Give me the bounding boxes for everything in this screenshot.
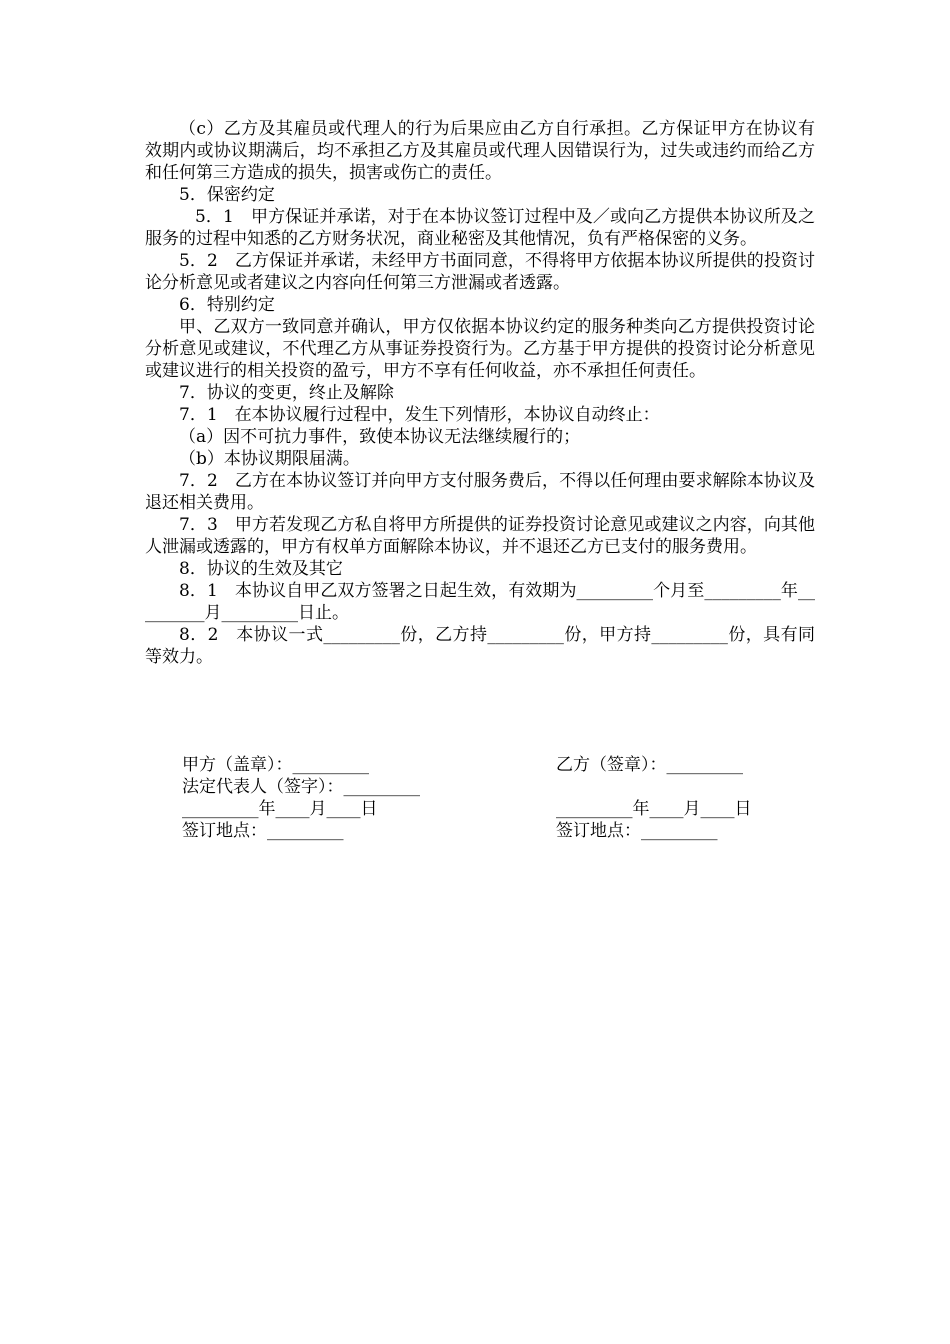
section-5-heading: 5．保密约定 [179, 185, 275, 205]
signature-row-date [145, 798, 815, 820]
signature-block [145, 754, 815, 842]
party-b-seal-field: 乙方（签章）：_________ [556, 755, 743, 775]
clause-7-1-a: （a）因不可抗力事件，致使本协议无法继续履行的； [179, 427, 581, 447]
signature-row-place [145, 820, 815, 842]
clause-7-1-b: （b）本协议期限届满。 [179, 449, 360, 469]
clause-8-1: 8．1 本协议自甲乙双方签署之日起生效，有效期为_________个月至_________年_________月_________日止。 [145, 581, 815, 623]
party-a-seal-field: 甲方（盖章）：_________ [182, 755, 369, 775]
clause-7-3: 7．3 甲方若发现乙方私自将甲方所提供的证券投资讨论意见或建议之内容，向其他人泄漏或透露的，甲方有权单方面解除本协议，并不退还乙方已支付的服务费用。 [145, 515, 815, 557]
party-a-place-field: 签订地点：_________ [182, 821, 344, 841]
clause-5-2: 5．2 乙方保证并承诺，未经甲方书面同意，不得将甲方依据本协议所提供的投资讨论分析意见或者建议之内容向任何第三方泄漏或者透露。 [145, 251, 815, 293]
section-8-heading: 8．协议的生效及其它 [179, 559, 343, 579]
clause-7-1: 7．1 在本协议履行过程中，发生下列情形，本协议自动终止： [179, 405, 660, 425]
party-b-date-field: _________年____月____日 [556, 799, 752, 819]
clause-c-liability: （c）乙方及其雇员或代理人的行为后果应由乙方自行承担。乙方保证甲方在协议有效期内或协议期满后，均不承担乙方及其雇员或代理人因错误行为，过失或违约而给乙方和任何第三方造成的损失，损害或伤亡的责任。 [145, 119, 815, 183]
clause-8-2: 8．2 本协议一式_________份，乙方持_________份，甲方持_________份，具有同等效力。 [145, 625, 815, 667]
agreement-body [145, 118, 815, 841]
clause-6: 甲、乙双方一致同意并确认，甲方仅依据本协议约定的服务种类向乙方提供投资讨论分析意见或建议，不代理乙方从事证券投资行为。乙方基于甲方提供的投资讨论分析意见或建议进行的相关投资的盈亏，甲方不享有任何收益，亦不承担任何责任。 [145, 317, 815, 381]
signature-row-seal [145, 754, 815, 776]
section-7-heading: 7．协议的变更，终止及解除 [179, 383, 394, 403]
party-a-date-field: _________年____月____日 [182, 799, 378, 819]
clause-7-2: 7．2 乙方在本协议签订并向甲方支付服务费后，不得以任何理由要求解除本协议及退还相关费用。 [145, 471, 815, 513]
clause-5-1: 5．1 甲方保证并承诺，对于在本协议签订过程中及／或向乙方提供本协议所及之服务的过程中知悉的乙方财务状况，商业秘密及其他情况，负有严格保密的义务。 [145, 207, 815, 249]
section-6-heading: 6．特别约定 [179, 295, 275, 315]
legal-rep-field: 法定代表人（签字）：_________ [182, 777, 420, 797]
party-b-place-field: 签订地点：_________ [556, 821, 718, 841]
signature-row-rep [145, 776, 815, 798]
